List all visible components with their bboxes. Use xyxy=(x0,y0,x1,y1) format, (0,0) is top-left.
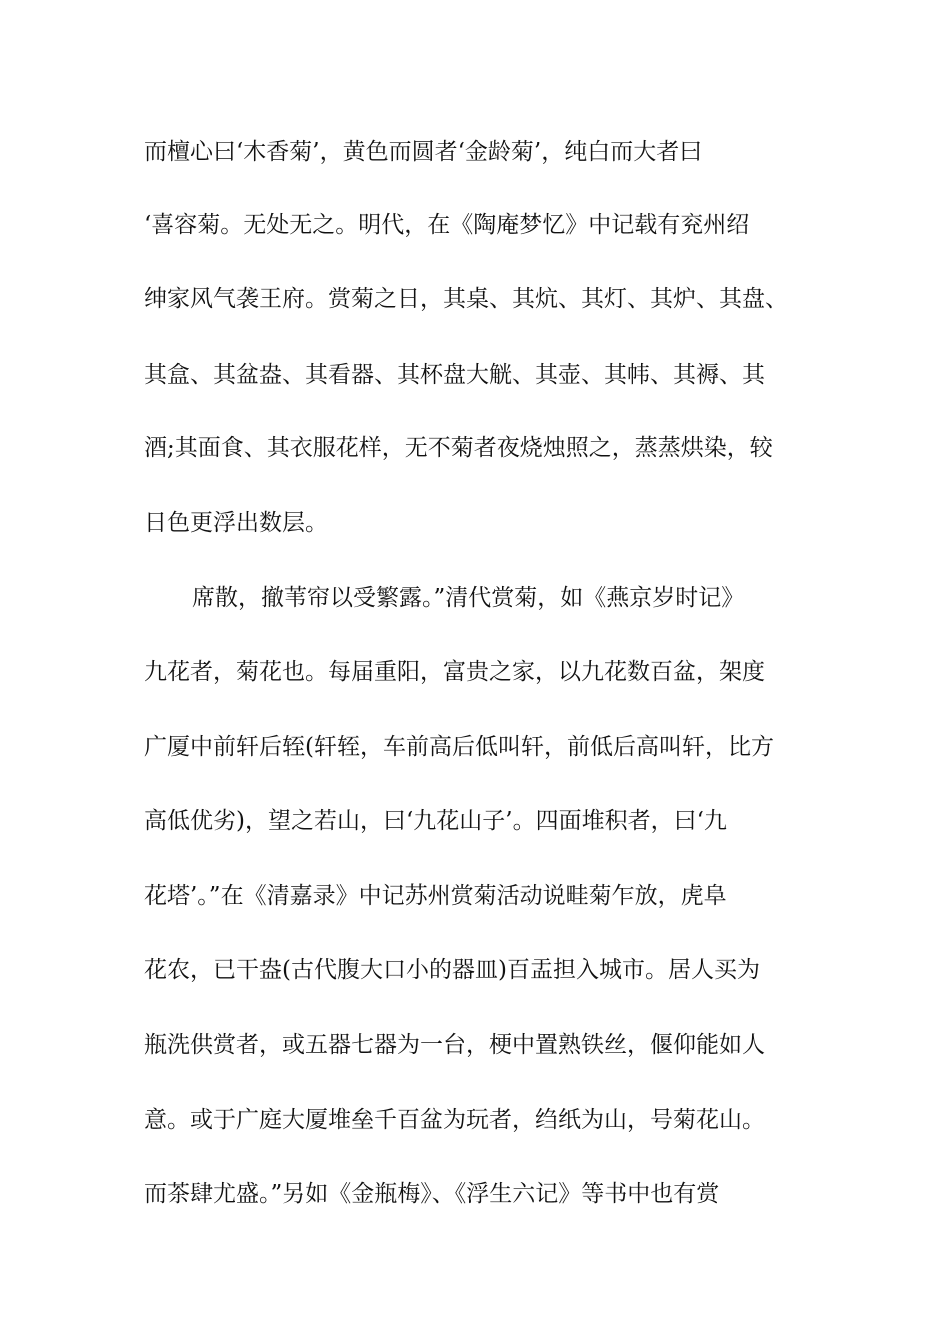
text-line: 花农，已干盎(古代腹大口小的器皿)百盂担入城市。居人买为 xyxy=(144,957,760,983)
text-line: ‘喜容菊。无处无之。明代，在《陶庵梦忆》中记载有兖州绍 xyxy=(144,212,750,238)
text-line: 其盒、其盆盎、其看器、其杯盘大觥、其壶、其帏、其褥、其 xyxy=(144,362,765,388)
paragraph-first-line: 席散，撤苇帘以受繁露。”清代赏菊，如《燕京岁时记》 xyxy=(192,585,745,611)
text-line: 而檀心曰‘木香菊’，黄色而圆者‘金龄菊’，纯白而大者曰 xyxy=(144,139,703,165)
text-line: 广厦中前轩后轾(轩轾，车前高后低叫轩，前低后高叫轩，比方 xyxy=(144,734,774,760)
text-line: 瓶洗供赏者，或五器七器为一台，梗中置熟铁丝，偃仰能如人 xyxy=(144,1032,765,1058)
text-line: 绅家风气袭王府。赏菊之日，其桌、其炕、其灯、其炉、其盘、 xyxy=(144,286,788,312)
text-line: 而茶肆尤盛。”另如《金瓶梅》、《浮生六记》等书中也有赏 xyxy=(144,1181,720,1207)
text-line: 花塔’。”在《清嘉录》中记苏州赏菊活动说畦菊乍放，虎阜 xyxy=(144,883,727,909)
text-line: 酒;其面食、其衣服花样，无不菊者夜烧烛照之，蒸蒸烘染，较 xyxy=(144,435,773,461)
text-line: 日色更浮出数层。 xyxy=(144,510,328,536)
text-line: 高低优劣)，望之若山，曰‘九花山子’。四面堆积者，曰‘九 xyxy=(144,808,727,834)
text-line: 意。或于广庭大厦堆垒千百盆为玩者，绉纸为山，号菊花山。 xyxy=(144,1107,765,1133)
text-line: 九花者，菊花也。每届重阳，富贵之家，以九花数百盆，架度 xyxy=(144,659,765,685)
